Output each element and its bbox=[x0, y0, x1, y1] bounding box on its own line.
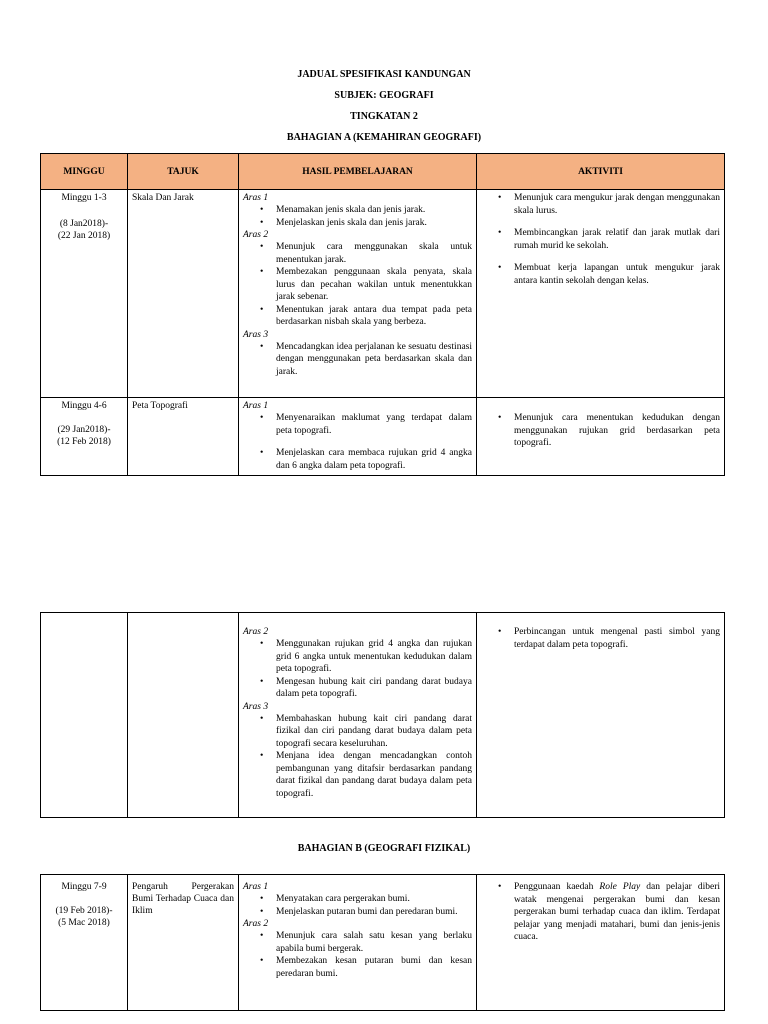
cell-hasil bbox=[239, 875, 477, 1011]
cell-tajuk: Pengaruh Pergerakan Bumi Terhadap Cuaca dan Iklim bbox=[128, 875, 239, 1011]
date-end: (5 Mac 2018) bbox=[58, 918, 110, 928]
list-item: • Membezakan kesan putaran bumi dan kesan peredaran bumi. bbox=[276, 955, 472, 980]
table-header-row bbox=[41, 154, 725, 190]
level-label: Aras 1 bbox=[243, 882, 269, 892]
week-label: Minggu 1-3 bbox=[61, 193, 107, 203]
date-start: (8 Jan2018)- bbox=[59, 219, 109, 229]
level-label: Aras 1 bbox=[243, 401, 269, 411]
list-item: • Menjelaskan cara membaca rujukan grid 4 angka dan 6 angka dalam peta topografi. bbox=[276, 447, 472, 472]
section-a-heading: BAHAGIAN A (KEMAHIRAN GEOGRAFI) bbox=[286, 132, 482, 143]
cell-aktiviti bbox=[477, 190, 725, 398]
date-end: (22 Jan 2018) bbox=[57, 231, 111, 241]
cell-minggu bbox=[41, 875, 128, 1011]
cell-hasil bbox=[239, 190, 477, 398]
cell-aktiviti bbox=[477, 875, 725, 1011]
list-item: • Mengesan hubung kait ciri pandang darat budaya dalam peta topografi. bbox=[276, 676, 472, 701]
cell-tajuk: Peta Topografi bbox=[128, 398, 239, 476]
level-label: Aras 1 bbox=[243, 193, 269, 203]
activity-text-end: dan pelajar diberi watak mengenai pergerakan bumi dan kesan pergerakan bumi terhadap cuaca dan iklim. Terdapat pelajar yang menjadi matahari, bumi dan jenis-jenis cuaca. bbox=[514, 882, 721, 942]
list-item: • Menjelaskan jenis skala dan jenis jarak. bbox=[276, 217, 472, 230]
table-section-a-continued bbox=[40, 612, 725, 818]
list-item: • Membezakan penggunaan skala penyata, skala lurus dan pecahan wakilan untuk menentukkan jarak sebenar. bbox=[276, 266, 472, 304]
header-aktiviti: AKTIVITI bbox=[477, 154, 725, 190]
list-item: • Menunjuk cara menggunakan skala untuk menentukan jarak. bbox=[276, 241, 472, 266]
list-item: • Menyenaraikan maklumat yang terdapat dalam peta topografi. bbox=[276, 412, 472, 437]
header-hasil: HASIL PEMBELAJARAN bbox=[239, 154, 477, 190]
list-item bbox=[514, 881, 720, 944]
level-heading: TINGKATAN 2 bbox=[350, 111, 418, 122]
list-item: • Membuat kerja lapangan untuk mengukur jarak antara kantin sekolah dengan kelas. bbox=[514, 262, 720, 287]
list-item: • Menunjuk cara menentukan kedudukan dengan menggunakan rujukan grid berdasarkan peta topografi. bbox=[514, 412, 720, 450]
list-item: • Perbincangan untuk mengenal pasti simbol yang terdapat dalam peta topografi. bbox=[514, 626, 720, 651]
cell-tajuk: Skala Dan Jarak bbox=[128, 190, 239, 398]
table-row bbox=[41, 190, 725, 398]
table-row bbox=[41, 398, 725, 476]
table-row bbox=[41, 875, 725, 1011]
cell-minggu bbox=[41, 613, 128, 818]
list-item: • Menjelaskan putaran bumi dan peredaran bumi. bbox=[276, 906, 472, 919]
cell-minggu bbox=[41, 398, 128, 476]
header-tajuk: TAJUK bbox=[128, 154, 239, 190]
level-label: Aras 3 bbox=[243, 329, 269, 340]
table-section-b bbox=[40, 874, 725, 1011]
table-row bbox=[41, 613, 725, 818]
level-label: Aras 2 bbox=[243, 919, 269, 929]
table-section-a bbox=[40, 153, 725, 476]
list-item: • Menunjuk cara mengukur jarak dengan menggunakan skala lurus. bbox=[514, 192, 720, 217]
header-minggu: MINGGU bbox=[41, 154, 128, 190]
week-label: Minggu 4-6 bbox=[61, 401, 107, 411]
document-title: JADUAL SPESIFIKASI KANDUNGAN bbox=[297, 69, 471, 80]
cell-tajuk bbox=[128, 613, 239, 818]
activity-method: Role Play bbox=[599, 882, 641, 892]
list-item: • Membahaskan hubung kait ciri pandang darat fizikal dan ciri pandang darat budaya dalam peta topografi secara keseluruhan. bbox=[276, 713, 472, 751]
cell-aktiviti bbox=[477, 613, 725, 818]
level-label: Aras 3 bbox=[243, 701, 269, 712]
section-b-heading: BAHAGIAN B (GEOGRAFI FIZIKAL) bbox=[297, 843, 471, 854]
list-item: • Menggunakan rujukan grid 4 angka dan rujukan grid 6 angka untuk menentukan kedudukan dalam peta topografi. bbox=[276, 638, 472, 676]
level-label: Aras 2 bbox=[243, 627, 269, 637]
list-item: • Menentukan jarak antara dua tempat pada peta berdasarkan nisbah skala yang berbeza. bbox=[276, 304, 472, 329]
cell-hasil bbox=[239, 613, 477, 818]
date-start: (29 Jan2018)- bbox=[57, 425, 111, 435]
list-item: • Menamakan jenis skala dan jenis jarak. bbox=[276, 204, 472, 217]
list-item: • Menjana idea dengan mencadangkan contoh pembangunan yang ditafsir berdasarkan pandang darat fizikal dan pandang darat budaya dalam peta topografi. bbox=[276, 750, 472, 800]
week-label: Minggu 7-9 bbox=[61, 882, 107, 892]
list-item: • Mencadangkan idea perjalanan ke sesuatu destinasi dengan menggunakan peta berdasarkan skala dan jarak. bbox=[276, 341, 472, 379]
list-item: • Membincangkan jarak relatif dan jarak mutlak dari rumah murid ke sekolah. bbox=[514, 227, 720, 252]
list-item: • Menunjuk cara salah satu kesan yang berlaku apabila bumi bergerak. bbox=[276, 930, 472, 955]
subject-heading: SUBJEK: GEOGRAFI bbox=[334, 90, 434, 101]
cell-hasil bbox=[239, 398, 477, 476]
cell-minggu bbox=[41, 190, 128, 398]
list-item: • Menyatakan cara pergerakan bumi. bbox=[276, 893, 472, 906]
level-label: Aras 2 bbox=[243, 230, 269, 240]
activity-text-start: Penggunaan kaedah bbox=[514, 882, 594, 892]
cell-aktiviti bbox=[477, 398, 725, 476]
date-start: (19 Feb 2018)- bbox=[55, 906, 113, 916]
date-end: (12 Feb 2018) bbox=[57, 437, 111, 447]
